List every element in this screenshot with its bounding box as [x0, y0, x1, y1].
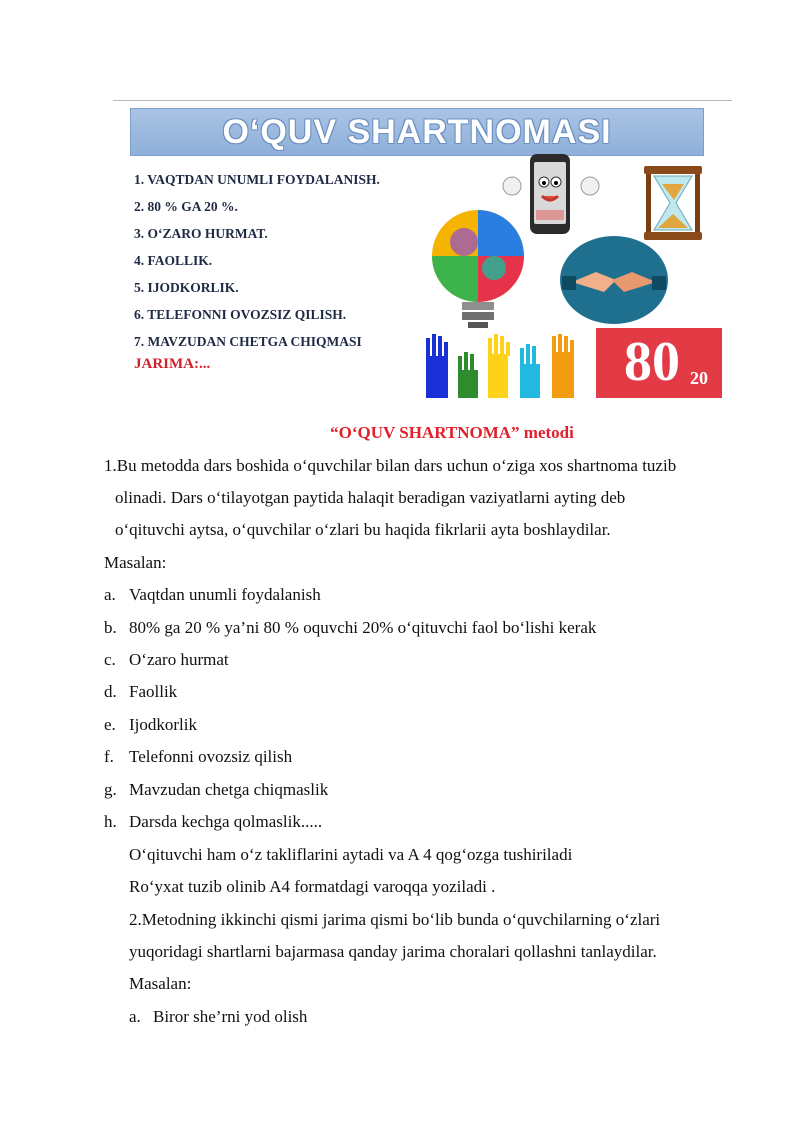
paragraph-line: Masalan:	[129, 974, 192, 993]
list-item-letter: b.	[104, 618, 117, 637]
badge-80: 80	[624, 331, 680, 393]
poster-rule: 3. O‘ZARO HURMAT.	[134, 226, 268, 241]
list-item-letter: a.	[129, 1007, 141, 1026]
list-item-letter: f.	[104, 747, 114, 766]
list-item-letter: e.	[104, 715, 116, 734]
poster-image	[120, 106, 725, 400]
intro-line: olinadi. Dars o‘tilayotgan paytida halaqit beradigan vaziyatlarni ayting deb	[115, 488, 626, 507]
lightbulb-icon	[424, 206, 532, 335]
paragraph-line: yuqoridagi shartlarni bajarmasa qanday jarima choralari qollashni tanlaydilar.	[129, 942, 657, 961]
intro-line: o‘qituvchi aytsa, o‘quvchilar o‘zlari bu haqida fikrlarii ayta boshlaydilar.	[115, 520, 611, 539]
poster-rule: 1. VAQTDAN UNUMLI FOYDALANISH.	[134, 172, 380, 187]
eighty-twenty-badge	[596, 328, 722, 398]
list-item-letter: a.	[104, 585, 116, 604]
intro-line: 1.Bu metodda dars boshida o‘quvchilar bilan dars uchun o‘ziga xos shartnoma tuzib	[104, 456, 677, 475]
poster-rule: 4. FAOLLIK.	[134, 253, 213, 268]
paragraph-line: O‘qituvchi ham o‘z takliflarini aytadi va A 4 qog‘ozga tushiriladi	[129, 845, 573, 864]
list-item: O‘zaro hurmat	[129, 650, 229, 669]
poster-banner	[130, 108, 704, 156]
list-item: Faollik	[129, 682, 178, 701]
list-item: Biror she’rni yod olish	[153, 1007, 308, 1026]
list-item-letter: d.	[104, 682, 117, 701]
list-item: Vaqtdan unumli foydalanish	[129, 585, 321, 604]
poster-rule: 5. IJODKORLIK.	[134, 280, 239, 295]
poster-rule: 7. MAVZUDAN CHETGA CHIQMASI	[134, 334, 362, 349]
list-item: Telefonni ovozsiz qilish	[129, 747, 293, 766]
poster-rule: 6. TELEFONNI OVOZSIZ QILISH.	[134, 307, 347, 322]
poster-rules-list	[134, 166, 380, 355]
masalan-label: Masalan:	[104, 553, 167, 572]
list-item: 80% ga 20 % ya’ni 80 % oquvchi 20% o‘qituvchi faol bo‘lishi kerak	[129, 618, 597, 637]
method-heading	[0, 423, 800, 443]
paragraph-line: Ro‘yxat tuzib olinib A4 formatdagi varoqqa yoziladi .	[129, 877, 496, 896]
list-item-letter: h.	[104, 812, 117, 831]
badge-20: 20	[690, 368, 708, 388]
poster-jarima: JARIMA:...	[134, 356, 211, 372]
paragraph-line: 2.Metodning ikkinchi qismi jarima qismi bo‘lib bunda o‘quvchilarning o‘zlari	[129, 910, 661, 929]
list-item: Darsda kechga qolmaslik.....	[129, 812, 323, 831]
list-item: Mavzudan chetga chiqmaslik	[129, 780, 329, 799]
top-rule	[113, 100, 732, 101]
list-item-letter: c.	[104, 650, 116, 669]
list-item: Ijodkorlik	[129, 715, 197, 734]
method-heading-text: “O‘QUV SHARTNOMA” metodi	[330, 423, 574, 442]
poster-banner-title: O‘QUV SHARTNOMASI	[222, 112, 612, 151]
handshake-icon	[558, 234, 670, 331]
raised-hands-icon	[420, 334, 588, 405]
poster-rule: 2. 80 % GA 20 %.	[134, 199, 238, 214]
list-item-letter: g.	[104, 780, 117, 799]
